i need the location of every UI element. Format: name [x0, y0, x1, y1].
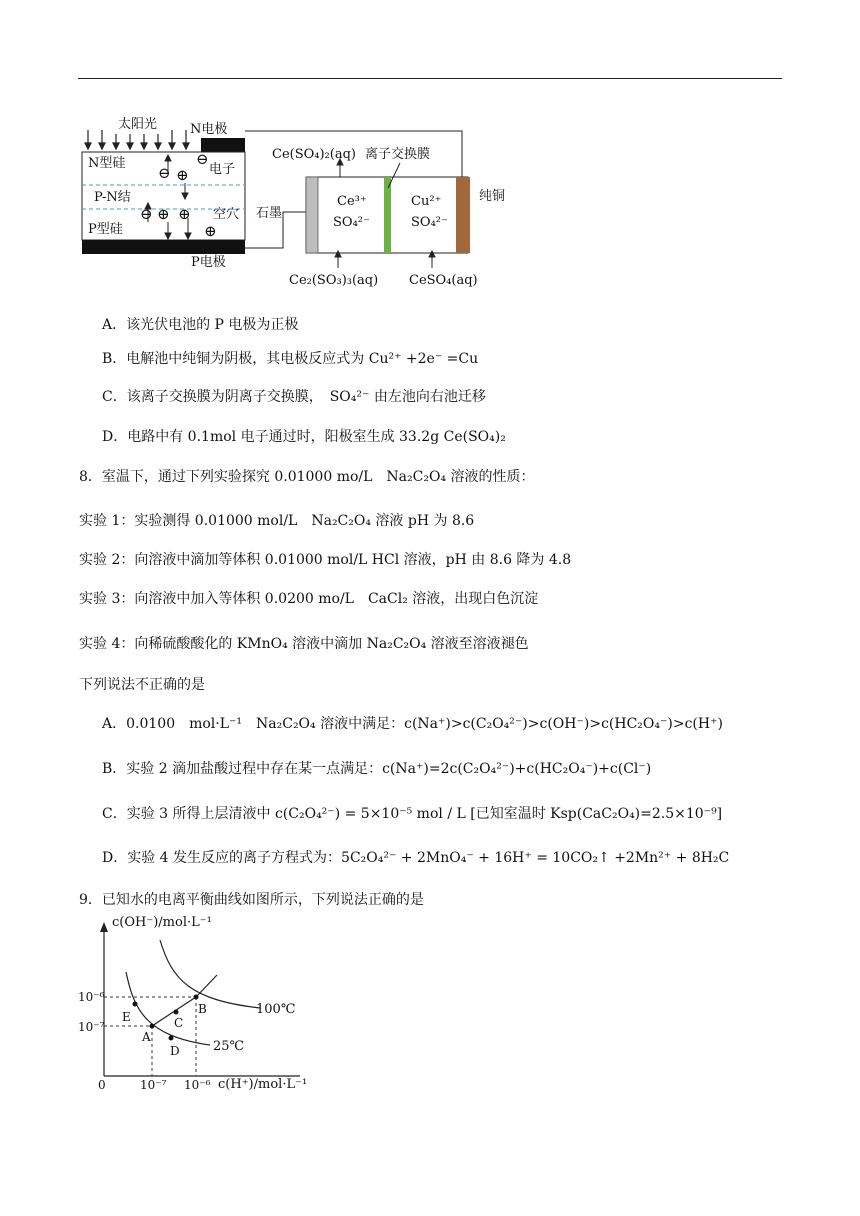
left-ion-ce: Ce³⁺ [337, 194, 367, 209]
ce-bottom-left-label: Ce₂(SO₃)₃(aq) [289, 273, 379, 288]
q7-option-b: B．电解池中纯铜为阴极，其电极反应式为 Cu²⁺ +2e⁻ =Cu [102, 351, 479, 367]
electron-symbol: ⊖ [196, 150, 209, 168]
graph-origin: 0 [98, 1078, 106, 1092]
q7-option-a: A．该光伏电池的 P 电极为正极 [102, 317, 299, 333]
q8-option-d: D．实验 4 发生反应的离子方程式为：5C₂O₄²⁻ + 2MnO₄⁻ + 16H⁺ = 10CO₂↑ +2Mn²⁺ + 8H₂C [102, 850, 730, 866]
graphite-label: 石墨 [256, 206, 283, 221]
n-electrode-label: N电极 [190, 122, 228, 137]
right-ion-cu: Cu²⁺ [411, 194, 442, 209]
graph-xlabel: c(H⁺)/mol·L⁻¹ [218, 1077, 308, 1092]
q9-stem: 9．已知水的电离平衡曲线如图所示，下列说法正确的是 [79, 892, 424, 908]
graph-ylabel: c(OH⁻)/mol·L⁻¹ [112, 915, 212, 930]
point-c-label: C [174, 1016, 184, 1030]
copper-electrode [456, 177, 470, 253]
hole-label: 空穴 [213, 207, 240, 222]
electron-symbol: ⊖ [158, 164, 171, 182]
n-si-label: N型硅 [88, 156, 126, 171]
ce-top-label: Ce(SO₄)₂(aq) [272, 147, 356, 162]
p-si-label: P型硅 [88, 222, 123, 237]
point-d-label: D [170, 1044, 180, 1058]
point-d [169, 1036, 174, 1041]
q8-option-a: A．0.0100 mol·L⁻¹ Na₂C₂O₄ 溶液中满足：c(Na⁺)>c(C₂O₄²⁻)>c(OH⁻)>c(HC₂O₄⁻)>c(H⁺) [102, 716, 723, 732]
hole-symbol: ⊕ [157, 205, 170, 223]
electron-label: 电子 [209, 162, 236, 177]
q7-option-c: C．该离子交换膜为阴离子交换膜， SO₄²⁻ 由左池向右池迁移 [102, 389, 486, 405]
q8-exp2: 实验 2：向溶液中滴加等体积 0.01000 mol/L HCl 溶液，pH 由 8.6 降为 4.8 [79, 552, 572, 568]
right-ion-so4: SO₄²⁻ [411, 215, 448, 230]
q8-option-b: B．实验 2 滴加盐酸过程中存在某一点满足：c(Na⁺)=2c(C₂O₄²⁻)+c(HC₂O₄⁻)+c(Cl⁻) [102, 761, 652, 777]
curve-100c-label: 100℃ [256, 1002, 296, 1017]
point-e-label: E [122, 1010, 131, 1024]
ion-exchange-membrane [384, 177, 391, 253]
graphite-electrode [306, 177, 318, 253]
point-b [194, 995, 199, 1000]
graph-x-tick-1: 10⁻⁷ [140, 1078, 167, 1092]
q8-option-c: C．实验 3 所得上层清液中 c(C₂O₄²⁻) = 5×10⁻⁵ mol / L [已知室温时 Ksp(CaC₂O₄)=2.5×10⁻⁹] [102, 806, 723, 822]
q8-exp3: 实验 3：向溶液中加入等体积 0.0200 mo/L CaCl₂ 溶液，出现白色沉淀 [79, 591, 539, 607]
q8-ask: 下列说法不正确的是 [79, 677, 205, 693]
point-e [133, 1002, 138, 1007]
hole-symbol: ⊕ [178, 205, 191, 223]
sunlight-label: 太阳光 [118, 117, 158, 132]
graph-x-tick-2: 10⁻⁶ [184, 1078, 211, 1092]
hole-symbol: ⊕ [204, 222, 217, 240]
water-ionization-graph [100, 922, 300, 1076]
curve-25c-label: 25℃ [213, 1039, 245, 1054]
graph-y-tick-2: 10⁻⁷ [78, 1020, 105, 1034]
point-a-label: A [142, 1030, 151, 1044]
pn-label: P-N结 [94, 190, 131, 205]
p-electrode [82, 240, 245, 254]
ce-bottom-right-label: CeSO₄(aq) [409, 273, 478, 288]
electron-symbol: ⊖ [140, 205, 153, 223]
point-b-label: B [198, 1002, 207, 1016]
p-electrode-label: P电极 [191, 255, 226, 270]
graph-y-tick-1: 10⁻⁶ [78, 990, 105, 1004]
q8-stem: 8．室温下，通过下列实验探究 0.01000 mo/L Na₂C₂O₄ 溶液的性质： [79, 469, 535, 485]
curve-100c [160, 940, 260, 1008]
q7-option-d: D．电路中有 0.1mol 电子通过时，阳极室生成 33.2g Ce(SO₄)₂ [102, 429, 506, 445]
membrane-label: 离子交换膜 [365, 147, 431, 162]
copper-label: 纯铜 [479, 189, 506, 204]
left-ion-so4: SO₄²⁻ [333, 215, 370, 230]
q8-exp1: 实验 1：实验测得 0.01000 mol/L Na₂C₂O₄ 溶液 pH 为 8.6 [79, 513, 475, 529]
q8-exp4: 实验 4：向稀硫酸酸化的 KMnO₄ 溶液中滴加 Na₂C₂O₄ 溶液至溶液褪色 [79, 636, 529, 652]
hole-symbol: ⊕ [176, 166, 189, 184]
